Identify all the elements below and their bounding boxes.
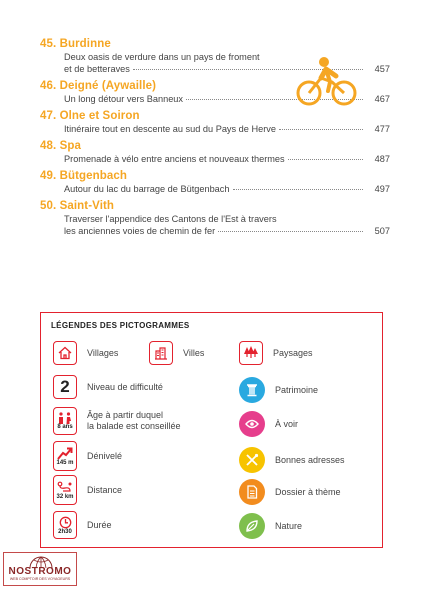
entry-description: Un long détour vers Banneux <box>64 94 184 104</box>
page-number: 457 <box>374 64 390 74</box>
dot-leader <box>218 231 363 232</box>
legend-label: À voir <box>275 418 299 429</box>
clock-icon <box>53 511 77 539</box>
entry-title: 45. Burdinne <box>40 38 111 50</box>
dot-leader <box>288 159 363 160</box>
difficulty-number: 2 <box>60 377 70 396</box>
entry-description: Promenade à vélo entre anciens et nouveaux thermes <box>64 154 285 164</box>
legend-difficulty <box>53 375 163 399</box>
utensils-icon <box>239 447 265 473</box>
logo-subtitle: WEB COMPTOIR DES VOYAGEURS <box>9 577 71 581</box>
column-heritage-icon <box>239 377 265 403</box>
toc-entry-49[interactable] <box>40 169 390 195</box>
duration-badge-text: 2h30 <box>58 528 72 535</box>
difficulty-badge <box>53 375 77 399</box>
globe-icon <box>28 554 54 568</box>
page-number: 477 <box>374 124 390 134</box>
page-number: 497 <box>374 184 390 194</box>
legend-age <box>53 407 181 435</box>
legend-a-voir <box>239 411 298 437</box>
entry-description: Traverser l'appendice des Cantons de l'Est à travers <box>64 214 277 224</box>
entry-title: 47. Olne et Soiron <box>40 110 140 122</box>
age-badge-text: 8 ans <box>57 424 73 430</box>
legend-villages <box>53 341 118 365</box>
entry-title: 50. Saint-Vith <box>40 200 115 212</box>
legend-label: Dossier à thème <box>275 486 341 497</box>
entry-title: 49. Bütgenbach <box>40 170 128 182</box>
entry-title: 46. Deigné (Aywaille) <box>40 80 157 92</box>
legend-label: Villages <box>87 347 119 358</box>
house-icon <box>53 341 77 365</box>
pictogram-legend <box>40 312 383 548</box>
legend-dossier <box>239 479 341 505</box>
entry-description: Deux oasis de verdure dans un pays de froment <box>64 52 260 62</box>
legend-title: LÉGENDES DES PICTOGRAMMES <box>51 321 190 330</box>
toc-entry-47[interactable] <box>40 109 390 135</box>
leaf-nature-icon <box>239 513 265 539</box>
dot-leader <box>233 189 364 190</box>
route-distance-icon <box>53 475 77 505</box>
entry-description: les anciennes voies de chemin de fer <box>64 226 216 236</box>
page-number: 507 <box>374 226 390 236</box>
entry-description: Autour du lac du barrage de Bütgenbach <box>64 184 230 194</box>
document-folder-icon <box>239 479 265 505</box>
dot-leader <box>279 129 363 130</box>
legend-paysages <box>239 341 313 365</box>
family-icon <box>53 407 77 435</box>
legend-label: Bonnes adresses <box>275 454 345 465</box>
legend-label: Paysages <box>273 347 313 358</box>
elevation-badge-text: 145 m <box>56 459 74 466</box>
legend-duree <box>53 511 112 539</box>
legend-distance <box>53 475 122 505</box>
legend-label: Âge à partir duquel <box>87 410 164 420</box>
legend-patrimoine <box>239 377 318 403</box>
entry-description: Itinéraire tout en descente au sud du Pays de Herve <box>64 124 276 134</box>
legend-label: Villes <box>183 347 205 358</box>
logo-name: NOSTROMO <box>8 566 72 577</box>
legend-bonnes-adresses <box>239 447 345 473</box>
legend-label: Nature <box>275 520 303 531</box>
legend-villes <box>149 341 204 365</box>
legend-label: Niveau de difficulté <box>87 381 163 392</box>
legend-label: Durée <box>87 519 112 530</box>
legend-denivele <box>53 441 122 471</box>
nostromo-watermark-logo <box>3 552 77 586</box>
eye-icon <box>239 411 265 437</box>
entry-title: 48. Spa <box>40 140 81 152</box>
city-buildings-icon <box>149 341 173 365</box>
page-number: 487 <box>374 154 390 164</box>
legend-label: la balade est conseillée <box>87 421 181 431</box>
entry-description: et de betteraves <box>64 64 130 74</box>
elevation-arrow-icon <box>53 441 77 471</box>
distance-badge-text: 32 km <box>56 493 74 500</box>
toc-entry-48[interactable] <box>40 139 390 165</box>
trees-landscape-icon <box>239 341 263 365</box>
cyclist-icon <box>296 56 358 106</box>
page-number: 467 <box>374 94 390 104</box>
legend-label: Distance <box>87 484 123 495</box>
toc-entry-50[interactable] <box>40 199 390 237</box>
legend-label: Dénivelé <box>87 450 123 461</box>
legend-label: Patrimoine <box>275 384 319 395</box>
legend-nature <box>239 513 302 539</box>
